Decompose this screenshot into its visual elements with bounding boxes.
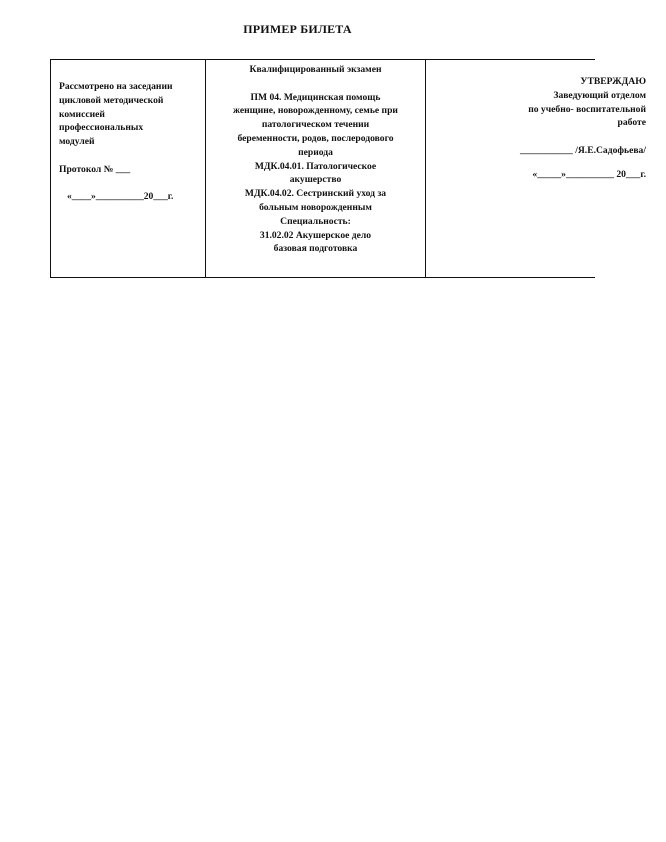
review-date: «____»__________20___г. xyxy=(67,191,174,203)
approver-position-line: Заведующий отделом xyxy=(553,89,646,101)
approver-position-line: по учебно- воспитательной xyxy=(528,103,646,115)
review-line: Рассмотрено на заседании xyxy=(59,81,173,92)
review-line: профессиональных xyxy=(59,122,144,134)
module-line: беременности, родов, послеродового xyxy=(237,132,394,144)
specialty-code: 31.02.02 Акушерское дело xyxy=(259,229,372,241)
ticket-header-table xyxy=(50,59,646,278)
approval-date: «_____»__________ 20___г. xyxy=(532,168,646,180)
review-line: цикловой методической xyxy=(59,94,164,106)
review-line: комиссией xyxy=(59,108,105,120)
mdk-line: больным новорожденным xyxy=(259,201,372,213)
training-level: базовая подготовка xyxy=(273,243,358,255)
approval-column xyxy=(426,60,666,277)
page-title: ПРИМЕР БИЛЕТА xyxy=(243,22,352,36)
review-column xyxy=(51,60,206,277)
module-line: патологическом течении xyxy=(261,119,370,131)
approver-position-line: работе xyxy=(617,117,646,129)
exam-title: Квалифицированный экзамен xyxy=(249,64,382,75)
module-line: ПМ 04. Медицинская помощь xyxy=(250,91,381,103)
exam-column xyxy=(206,60,426,277)
mdk-line: МДК.04.02. Сестринский уход за xyxy=(244,188,387,200)
approver-signature: ___________ /Я.Е.Садофьева/ xyxy=(520,145,646,157)
module-line: периода xyxy=(298,146,333,158)
protocol-number: Протокол № ___ xyxy=(59,163,131,175)
approval-heading: УТВЕРЖДАЮ xyxy=(580,76,646,87)
review-line: модулей xyxy=(59,136,95,148)
specialty-label: Специальность: xyxy=(280,215,351,227)
mdk-line: акушерство xyxy=(289,174,342,186)
mdk-line: МДК.04.01. Патологическое xyxy=(254,160,377,172)
module-line: женщине, новорожденному, семье при xyxy=(233,105,398,117)
